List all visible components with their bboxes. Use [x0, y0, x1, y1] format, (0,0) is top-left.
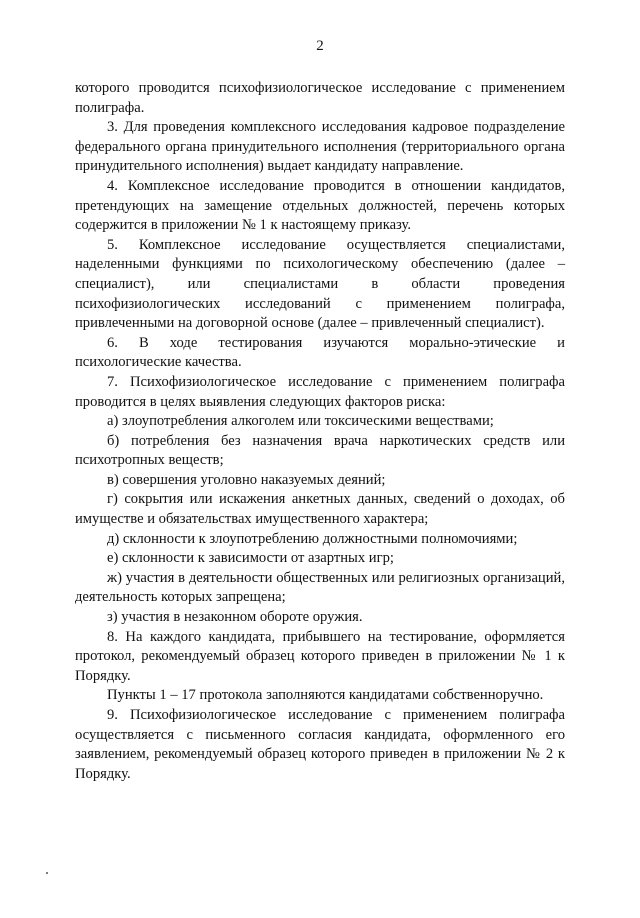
paragraph: е) склонности к зависимости от азартных игр;: [107, 550, 394, 567]
paragraph: 3. Для проведения комплексного исследования кадровое подразделение федерального органа принудительного исполнения (территориального органа принудительного исполнения) выдает кандидату направление.: [75, 119, 565, 175]
page-number: 2: [316, 38, 324, 54]
paragraph: 7. Психофизиологическое исследование с применением полиграфа проводится в целях выявления следующих факторов риска:: [75, 373, 565, 410]
paragraph: Пункты 1 – 17 протокола заполняются кандидатами собственноручно.: [107, 687, 544, 704]
paragraph: 6. В ходе тестирования изучаются морально-этические и психологические качества.: [75, 334, 565, 371]
scan-speck: [46, 872, 48, 874]
document-body: [75, 79, 565, 784]
paragraph: которого проводится психофизиологическое исследование с применением полиграфа.: [75, 80, 565, 116]
paragraph: в) совершения уголовно наказуемых деяний;: [107, 471, 386, 488]
paragraph: б) потребления без назначения врача наркотических средств или психотропных веществ;: [75, 432, 565, 469]
paragraph: 5. Комплексное исследование осуществляется специалистами, наделенными функциями по психологическому обеспечению (далее – специалист), или специалистами в области проведения психофизиологических исследований с применением полиграфа, привлеченными на договорной основе (далее – привлеченный специалист).: [75, 236, 565, 332]
paragraph: г) сокрытия или искажения анкетных данных, сведений о доходах, об имуществе и обязательствах имущественного характера;: [75, 491, 565, 528]
paragraph: 9. Психофизиологическое исследование с применением полиграфа осуществляется с письменного согласия кандидата, оформленного его заявлением, рекомендуемый образец которого приведен в приложении № 2 к Порядку.: [75, 707, 565, 782]
paragraph: з) участия в незаконном обороте оружия.: [107, 609, 363, 626]
paragraph: а) злоупотребления алкоголем или токсическими веществами;: [107, 413, 494, 430]
paragraph: 4. Комплексное исследование проводится в отношении кандидатов, претендующих на замещение отдельных должностей, перечень которых содержится в приложении № 1 к настоящему приказу.: [75, 177, 565, 234]
paragraph: д) склонности к злоупотреблению должностными полномочиями;: [107, 530, 518, 547]
paragraph: 8. На каждого кандидата, прибывшего на тестирование, оформляется протокол, рекомендуемый образец которого приведен в приложении № 1 к Порядку.: [75, 628, 565, 684]
paragraph: ж) участия в деятельности общественных или религиозных организаций, деятельность которых запрещена;: [75, 569, 565, 606]
